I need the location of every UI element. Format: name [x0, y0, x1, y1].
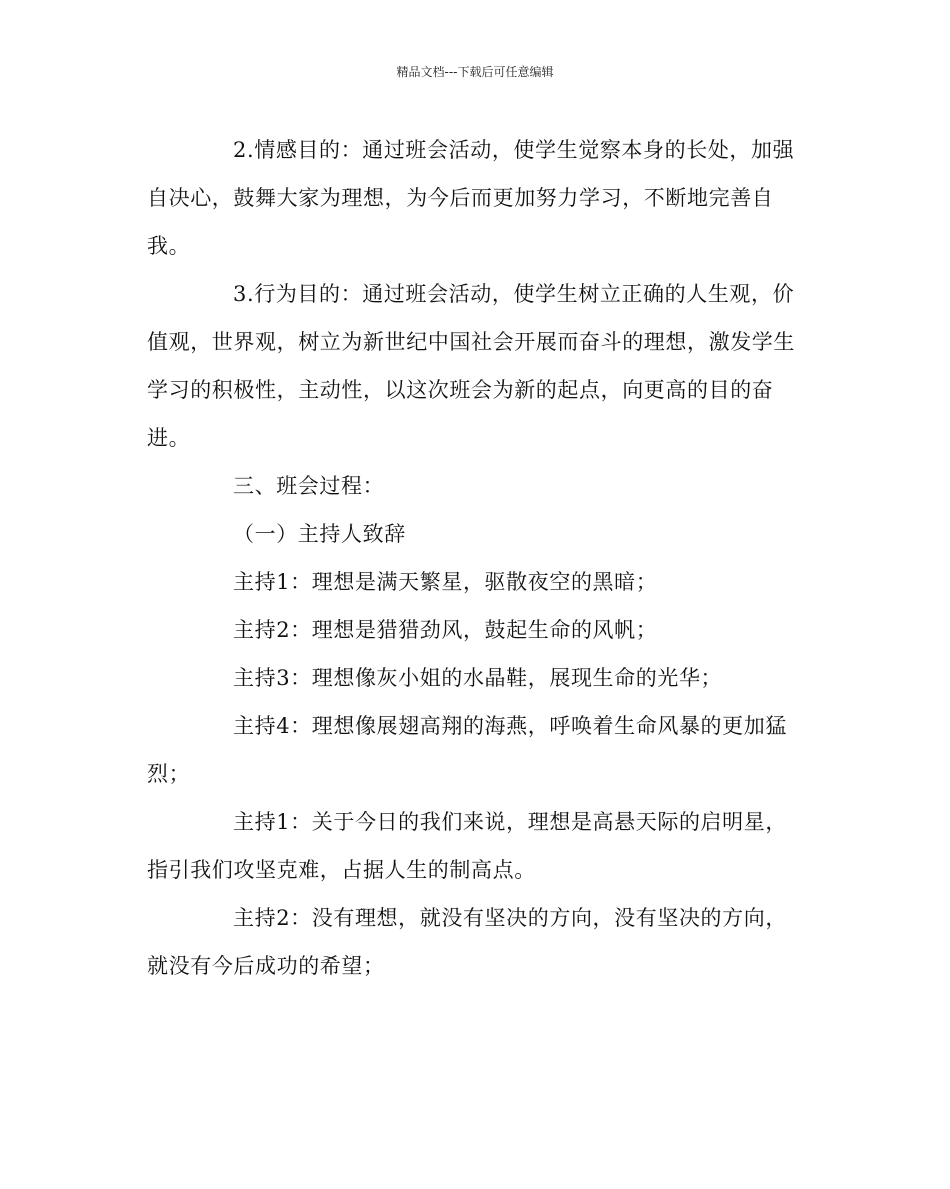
host-line-2: 主持2：理想是猎猎劲风，鼓起生命的风帆； [233, 618, 658, 642]
host-line-6: 主持2：没有理想，就没有坚决的方向，没有坚决的方向，就没有今后成功的希望； [147, 906, 787, 978]
subsection-heading-host-speech: （一）主持人致辞 [233, 522, 406, 546]
page-header: 精品文档---下载后可任意编辑 [396, 65, 554, 79]
paragraph-behavior-goal: 3.行为目的：通过班会活动，使学生树立正确的人生观，价值观，世界观，树立为新世纪中国社会开展而奋斗的理想，激发学生学习的积极性，主动性，以这次班会为新的起点，向更高的目的奋进。 [147, 282, 795, 450]
section-heading-process: 三、班会过程： [233, 474, 385, 498]
host-line-3: 主持3：理想像灰小姐的水晶鞋，展现生命的光华； [233, 666, 723, 690]
host-line-4: 主持4：理想像展翅高翔的海燕，呼唤着生命风暴的更加猛烈； [147, 714, 787, 786]
host-line-1: 主持1：理想是满天繁星，驱散夜空的黑暗； [233, 570, 658, 594]
paragraph-emotional-goal: 2.情感目的：通过班会活动，使学生觉察本身的长处，加强自决心，鼓舞大家为理想，为今后而更加努力学习，不断地完善自我。 [147, 138, 795, 258]
host-line-5: 主持1：关于今日的我们来说，理想是高悬天际的启明星，指引我们攻坚克难，占据人生的制高点。 [147, 810, 787, 882]
document-body [147, 126, 805, 990]
